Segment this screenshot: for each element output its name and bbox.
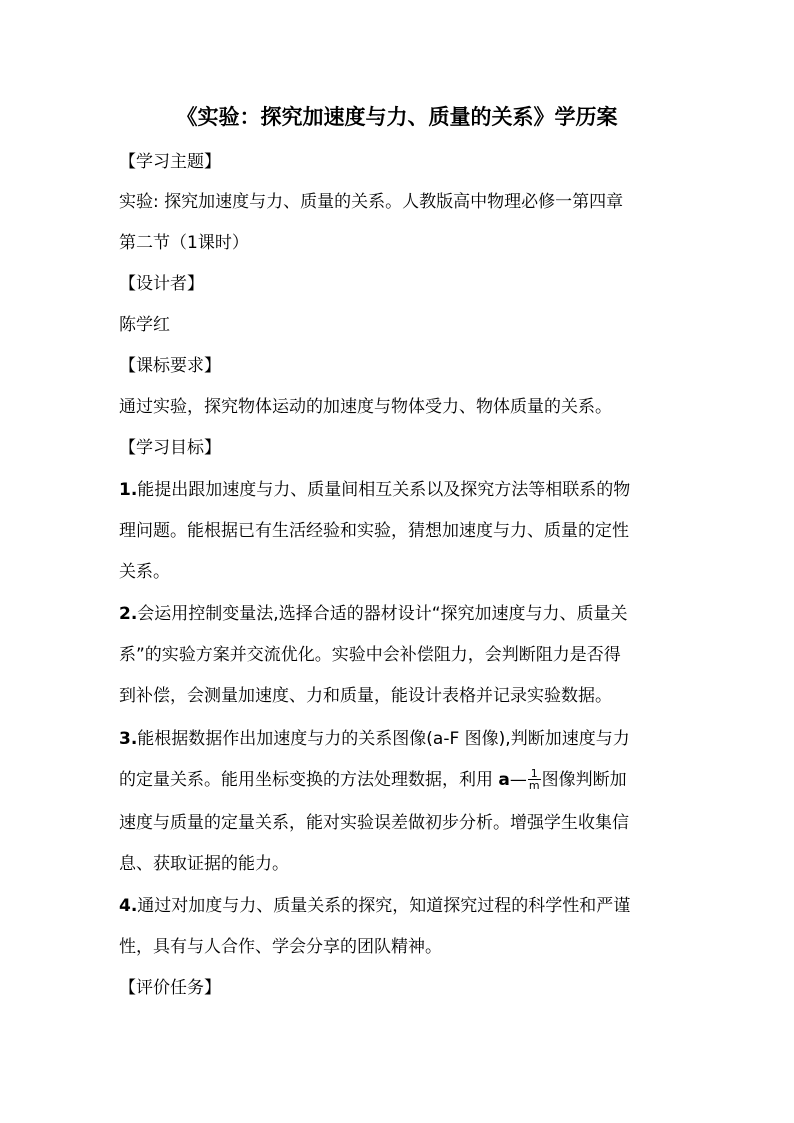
goal-1-number: 1. xyxy=(119,480,138,500)
goal-2-line-2: 系”的实验方案并交流优化。实验中会补偿阻力，会判断阻力是否得 xyxy=(119,645,621,665)
designer-heading: 【设计者】 xyxy=(119,274,204,294)
goal-1-line-1 xyxy=(119,478,630,502)
goal-1-line-3: 关系。 xyxy=(119,562,170,582)
goal-2-line-3: 到补偿，会测量加速度、力和质量，能设计表格并记录实验数据。 xyxy=(119,686,612,706)
designer-name: 陈学红 xyxy=(119,315,170,335)
goal-3-number: 3. xyxy=(119,729,138,749)
fraction-denominator: m xyxy=(528,778,540,792)
goal-3-text-1: 能根据数据作出加速度与力的关系图像(a-F 图像),判断加速度与力 xyxy=(137,729,630,749)
goal-3-dash: — xyxy=(509,770,527,790)
topic-text-line-2: 第二节（1课时） xyxy=(119,233,249,253)
standard-text: 通过实验，探究物体运动的加速度与物体受力、物体质量的关系。 xyxy=(119,397,612,417)
goal-3-symbol-a: a xyxy=(498,770,510,790)
document-title: 《实验：探究加速度与力、质量的关系》学历案 xyxy=(176,105,618,129)
topic-heading: 【学习主题】 xyxy=(119,152,221,172)
goal-4-text-1: 通过对加度与力、质量关系的探究，知道探究过程的科学性和严谨 xyxy=(137,896,631,916)
goal-1-text-1: 能提出跟加速度与力、质量间相互关系以及探究方法等相联系的物 xyxy=(137,480,631,500)
goal-2-text-1: 会运用控制变量法,选择合适的器材设计“探究加速度与力、质量关 xyxy=(137,604,628,624)
goal-1-line-2: 理问题。能根据已有生活经验和实验，猜想加速度与力、质量的定性 xyxy=(119,521,629,541)
one-over-m-fraction xyxy=(528,768,541,791)
goal-2-line-1 xyxy=(119,602,628,626)
goal-4-line-1 xyxy=(119,894,630,918)
goal-3-line-1 xyxy=(119,727,630,751)
goal-3-line-2 xyxy=(119,768,627,792)
topic-text-line-1: 实验: 探究加速度与力、质量的关系。人教版高中物理必修一第四章 xyxy=(119,192,624,212)
goal-3-text-2-pre: 的定量关系。能用坐标变换的方法处理数据，利用 xyxy=(119,770,499,790)
goal-3-line-3: 速度与质量的定量关系，能对实验误差做初步分析。增强学生收集信 xyxy=(119,813,629,833)
goal-4-number: 4. xyxy=(119,896,138,916)
goal-4-line-2: 性，具有与人合作、学会分享的团队精神。 xyxy=(119,937,442,957)
goal-2-number: 2. xyxy=(119,604,138,624)
eval-heading: 【评价任务】 xyxy=(119,978,221,998)
fraction-numerator: 1 xyxy=(528,768,541,780)
goal-3-line-4: 息、获取证据的能力。 xyxy=(119,854,289,874)
standard-heading: 【课标要求】 xyxy=(119,356,221,376)
goal-3-text-2-post: 图像判断加 xyxy=(541,770,627,790)
goals-heading: 【学习目标】 xyxy=(119,438,221,458)
